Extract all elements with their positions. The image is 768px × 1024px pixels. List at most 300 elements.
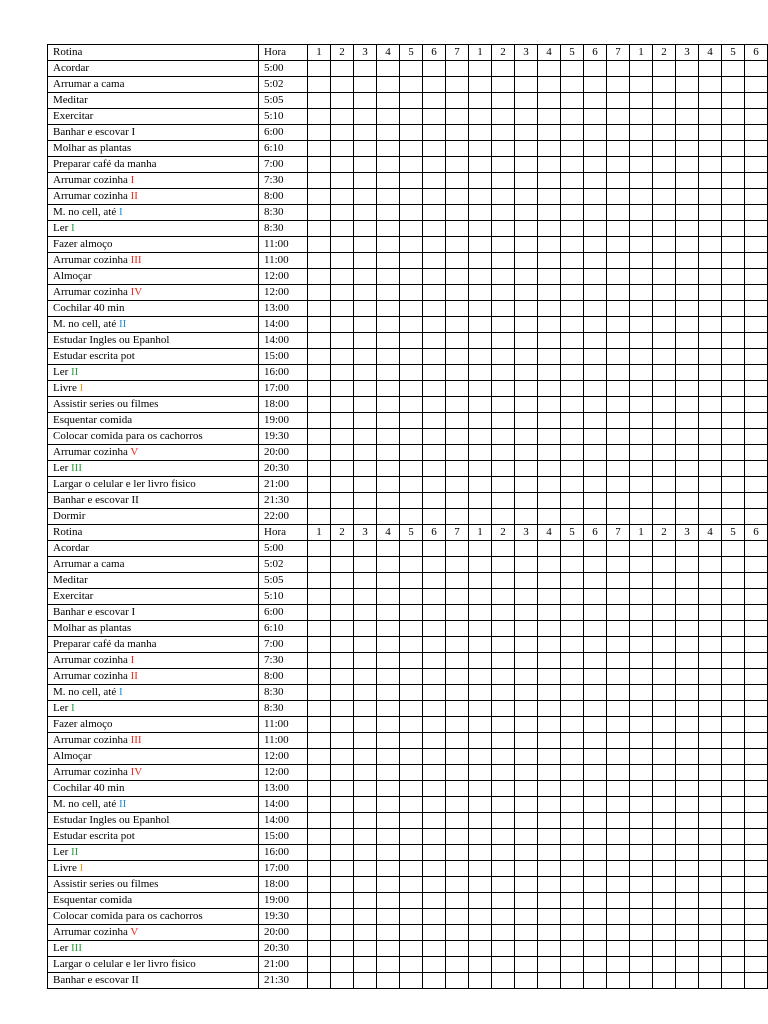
check-cell[interactable] xyxy=(423,381,446,397)
check-cell[interactable] xyxy=(745,701,768,717)
check-cell[interactable] xyxy=(722,781,745,797)
check-cell[interactable] xyxy=(308,397,331,413)
check-cell[interactable] xyxy=(538,781,561,797)
check-cell[interactable] xyxy=(331,973,354,989)
check-cell[interactable] xyxy=(331,557,354,573)
check-cell[interactable] xyxy=(699,349,722,365)
check-cell[interactable] xyxy=(630,813,653,829)
check-cell[interactable] xyxy=(584,173,607,189)
check-cell[interactable] xyxy=(722,349,745,365)
check-cell[interactable] xyxy=(538,669,561,685)
check-cell[interactable] xyxy=(607,349,630,365)
check-cell[interactable] xyxy=(331,589,354,605)
check-cell[interactable] xyxy=(446,749,469,765)
check-cell[interactable] xyxy=(469,941,492,957)
check-cell[interactable] xyxy=(561,141,584,157)
check-cell[interactable] xyxy=(630,349,653,365)
check-cell[interactable] xyxy=(492,749,515,765)
check-cell[interactable] xyxy=(653,301,676,317)
check-cell[interactable] xyxy=(308,653,331,669)
check-cell[interactable] xyxy=(377,61,400,77)
check-cell[interactable] xyxy=(630,237,653,253)
check-cell[interactable] xyxy=(561,493,584,509)
check-cell[interactable] xyxy=(538,861,561,877)
check-cell[interactable] xyxy=(699,621,722,637)
check-cell[interactable] xyxy=(653,893,676,909)
check-cell[interactable] xyxy=(676,445,699,461)
check-cell[interactable] xyxy=(400,141,423,157)
check-cell[interactable] xyxy=(538,429,561,445)
check-cell[interactable] xyxy=(446,109,469,125)
check-cell[interactable] xyxy=(377,333,400,349)
check-cell[interactable] xyxy=(538,157,561,173)
check-cell[interactable] xyxy=(561,301,584,317)
check-cell[interactable] xyxy=(653,333,676,349)
check-cell[interactable] xyxy=(308,365,331,381)
check-cell[interactable] xyxy=(469,477,492,493)
check-cell[interactable] xyxy=(630,733,653,749)
check-cell[interactable] xyxy=(607,845,630,861)
check-cell[interactable] xyxy=(699,477,722,493)
check-cell[interactable] xyxy=(423,493,446,509)
check-cell[interactable] xyxy=(653,765,676,781)
check-cell[interactable] xyxy=(308,845,331,861)
check-cell[interactable] xyxy=(515,141,538,157)
check-cell[interactable] xyxy=(745,573,768,589)
check-cell[interactable] xyxy=(446,909,469,925)
check-cell[interactable] xyxy=(515,77,538,93)
check-cell[interactable] xyxy=(377,701,400,717)
check-cell[interactable] xyxy=(515,61,538,77)
check-cell[interactable] xyxy=(446,493,469,509)
check-cell[interactable] xyxy=(354,685,377,701)
check-cell[interactable] xyxy=(653,365,676,381)
check-cell[interactable] xyxy=(400,413,423,429)
check-cell[interactable] xyxy=(561,349,584,365)
check-cell[interactable] xyxy=(538,285,561,301)
check-cell[interactable] xyxy=(653,701,676,717)
check-cell[interactable] xyxy=(584,701,607,717)
check-cell[interactable] xyxy=(331,461,354,477)
check-cell[interactable] xyxy=(423,125,446,141)
check-cell[interactable] xyxy=(722,573,745,589)
check-cell[interactable] xyxy=(538,333,561,349)
check-cell[interactable] xyxy=(492,77,515,93)
check-cell[interactable] xyxy=(584,669,607,685)
check-cell[interactable] xyxy=(676,541,699,557)
check-cell[interactable] xyxy=(745,669,768,685)
check-cell[interactable] xyxy=(699,93,722,109)
check-cell[interactable] xyxy=(423,445,446,461)
check-cell[interactable] xyxy=(446,237,469,253)
check-cell[interactable] xyxy=(653,749,676,765)
check-cell[interactable] xyxy=(515,733,538,749)
check-cell[interactable] xyxy=(400,685,423,701)
check-cell[interactable] xyxy=(446,445,469,461)
check-cell[interactable] xyxy=(745,301,768,317)
check-cell[interactable] xyxy=(630,221,653,237)
check-cell[interactable] xyxy=(515,861,538,877)
check-cell[interactable] xyxy=(492,541,515,557)
check-cell[interactable] xyxy=(377,765,400,781)
check-cell[interactable] xyxy=(400,365,423,381)
check-cell[interactable] xyxy=(423,717,446,733)
check-cell[interactable] xyxy=(469,205,492,221)
check-cell[interactable] xyxy=(400,157,423,173)
check-cell[interactable] xyxy=(423,909,446,925)
check-cell[interactable] xyxy=(423,173,446,189)
check-cell[interactable] xyxy=(653,829,676,845)
check-cell[interactable] xyxy=(676,653,699,669)
check-cell[interactable] xyxy=(745,445,768,461)
check-cell[interactable] xyxy=(331,573,354,589)
check-cell[interactable] xyxy=(630,701,653,717)
check-cell[interactable] xyxy=(400,925,423,941)
check-cell[interactable] xyxy=(630,653,653,669)
check-cell[interactable] xyxy=(331,541,354,557)
check-cell[interactable] xyxy=(561,77,584,93)
check-cell[interactable] xyxy=(653,653,676,669)
check-cell[interactable] xyxy=(423,317,446,333)
check-cell[interactable] xyxy=(377,653,400,669)
check-cell[interactable] xyxy=(722,861,745,877)
check-cell[interactable] xyxy=(584,77,607,93)
check-cell[interactable] xyxy=(653,493,676,509)
check-cell[interactable] xyxy=(653,141,676,157)
check-cell[interactable] xyxy=(377,925,400,941)
check-cell[interactable] xyxy=(607,557,630,573)
check-cell[interactable] xyxy=(630,445,653,461)
check-cell[interactable] xyxy=(331,893,354,909)
check-cell[interactable] xyxy=(515,701,538,717)
check-cell[interactable] xyxy=(377,189,400,205)
check-cell[interactable] xyxy=(561,173,584,189)
check-cell[interactable] xyxy=(308,877,331,893)
check-cell[interactable] xyxy=(331,93,354,109)
check-cell[interactable] xyxy=(538,461,561,477)
check-cell[interactable] xyxy=(515,269,538,285)
check-cell[interactable] xyxy=(423,301,446,317)
check-cell[interactable] xyxy=(561,701,584,717)
check-cell[interactable] xyxy=(584,157,607,173)
check-cell[interactable] xyxy=(699,317,722,333)
check-cell[interactable] xyxy=(446,781,469,797)
check-cell[interactable] xyxy=(699,189,722,205)
check-cell[interactable] xyxy=(331,269,354,285)
check-cell[interactable] xyxy=(308,61,331,77)
check-cell[interactable] xyxy=(722,813,745,829)
check-cell[interactable] xyxy=(538,829,561,845)
check-cell[interactable] xyxy=(400,621,423,637)
check-cell[interactable] xyxy=(722,237,745,253)
check-cell[interactable] xyxy=(354,493,377,509)
check-cell[interactable] xyxy=(446,509,469,525)
check-cell[interactable] xyxy=(469,621,492,637)
check-cell[interactable] xyxy=(607,877,630,893)
check-cell[interactable] xyxy=(653,285,676,301)
check-cell[interactable] xyxy=(331,333,354,349)
check-cell[interactable] xyxy=(745,765,768,781)
check-cell[interactable] xyxy=(377,605,400,621)
check-cell[interactable] xyxy=(676,765,699,781)
check-cell[interactable] xyxy=(538,733,561,749)
check-cell[interactable] xyxy=(584,653,607,669)
check-cell[interactable] xyxy=(722,589,745,605)
check-cell[interactable] xyxy=(699,973,722,989)
check-cell[interactable] xyxy=(331,77,354,93)
check-cell[interactable] xyxy=(699,957,722,973)
check-cell[interactable] xyxy=(423,221,446,237)
check-cell[interactable] xyxy=(331,749,354,765)
check-cell[interactable] xyxy=(423,253,446,269)
check-cell[interactable] xyxy=(423,941,446,957)
check-cell[interactable] xyxy=(400,461,423,477)
check-cell[interactable] xyxy=(745,189,768,205)
check-cell[interactable] xyxy=(423,541,446,557)
check-cell[interactable] xyxy=(308,893,331,909)
check-cell[interactable] xyxy=(354,157,377,173)
check-cell[interactable] xyxy=(653,669,676,685)
check-cell[interactable] xyxy=(515,781,538,797)
check-cell[interactable] xyxy=(308,333,331,349)
check-cell[interactable] xyxy=(653,637,676,653)
check-cell[interactable] xyxy=(469,925,492,941)
check-cell[interactable] xyxy=(400,253,423,269)
check-cell[interactable] xyxy=(308,125,331,141)
check-cell[interactable] xyxy=(331,125,354,141)
check-cell[interactable] xyxy=(607,797,630,813)
check-cell[interactable] xyxy=(331,237,354,253)
check-cell[interactable] xyxy=(699,685,722,701)
check-cell[interactable] xyxy=(515,557,538,573)
check-cell[interactable] xyxy=(354,317,377,333)
check-cell[interactable] xyxy=(722,205,745,221)
check-cell[interactable] xyxy=(400,445,423,461)
check-cell[interactable] xyxy=(354,413,377,429)
check-cell[interactable] xyxy=(331,397,354,413)
check-cell[interactable] xyxy=(745,317,768,333)
check-cell[interactable] xyxy=(423,61,446,77)
check-cell[interactable] xyxy=(400,909,423,925)
check-cell[interactable] xyxy=(630,397,653,413)
check-cell[interactable] xyxy=(492,237,515,253)
check-cell[interactable] xyxy=(446,813,469,829)
check-cell[interactable] xyxy=(584,717,607,733)
check-cell[interactable] xyxy=(446,573,469,589)
check-cell[interactable] xyxy=(584,637,607,653)
check-cell[interactable] xyxy=(446,301,469,317)
check-cell[interactable] xyxy=(607,61,630,77)
check-cell[interactable] xyxy=(423,189,446,205)
check-cell[interactable] xyxy=(446,157,469,173)
check-cell[interactable] xyxy=(722,925,745,941)
check-cell[interactable] xyxy=(561,189,584,205)
check-cell[interactable] xyxy=(515,253,538,269)
check-cell[interactable] xyxy=(699,701,722,717)
check-cell[interactable] xyxy=(561,909,584,925)
check-cell[interactable] xyxy=(607,333,630,349)
check-cell[interactable] xyxy=(515,285,538,301)
check-cell[interactable] xyxy=(584,429,607,445)
check-cell[interactable] xyxy=(745,173,768,189)
check-cell[interactable] xyxy=(492,717,515,733)
check-cell[interactable] xyxy=(538,749,561,765)
check-cell[interactable] xyxy=(469,109,492,125)
check-cell[interactable] xyxy=(331,317,354,333)
check-cell[interactable] xyxy=(331,157,354,173)
check-cell[interactable] xyxy=(492,141,515,157)
check-cell[interactable] xyxy=(400,749,423,765)
check-cell[interactable] xyxy=(584,589,607,605)
check-cell[interactable] xyxy=(745,429,768,445)
check-cell[interactable] xyxy=(584,285,607,301)
check-cell[interactable] xyxy=(630,493,653,509)
check-cell[interactable] xyxy=(354,93,377,109)
check-cell[interactable] xyxy=(331,717,354,733)
check-cell[interactable] xyxy=(745,557,768,573)
check-cell[interactable] xyxy=(308,701,331,717)
check-cell[interactable] xyxy=(561,109,584,125)
check-cell[interactable] xyxy=(676,589,699,605)
check-cell[interactable] xyxy=(561,685,584,701)
check-cell[interactable] xyxy=(722,445,745,461)
check-cell[interactable] xyxy=(722,749,745,765)
check-cell[interactable] xyxy=(630,605,653,621)
check-cell[interactable] xyxy=(469,381,492,397)
check-cell[interactable] xyxy=(515,237,538,253)
check-cell[interactable] xyxy=(561,365,584,381)
check-cell[interactable] xyxy=(676,733,699,749)
check-cell[interactable] xyxy=(469,637,492,653)
check-cell[interactable] xyxy=(653,461,676,477)
check-cell[interactable] xyxy=(377,349,400,365)
check-cell[interactable] xyxy=(331,205,354,221)
check-cell[interactable] xyxy=(469,429,492,445)
check-cell[interactable] xyxy=(308,493,331,509)
check-cell[interactable] xyxy=(423,845,446,861)
check-cell[interactable] xyxy=(745,61,768,77)
check-cell[interactable] xyxy=(538,605,561,621)
check-cell[interactable] xyxy=(354,797,377,813)
check-cell[interactable] xyxy=(538,701,561,717)
check-cell[interactable] xyxy=(676,621,699,637)
check-cell[interactable] xyxy=(699,109,722,125)
check-cell[interactable] xyxy=(538,125,561,141)
check-cell[interactable] xyxy=(400,237,423,253)
check-cell[interactable] xyxy=(653,397,676,413)
check-cell[interactable] xyxy=(676,909,699,925)
check-cell[interactable] xyxy=(354,909,377,925)
check-cell[interactable] xyxy=(423,397,446,413)
check-cell[interactable] xyxy=(308,797,331,813)
check-cell[interactable] xyxy=(492,349,515,365)
check-cell[interactable] xyxy=(354,173,377,189)
check-cell[interactable] xyxy=(676,93,699,109)
check-cell[interactable] xyxy=(354,77,377,93)
check-cell[interactable] xyxy=(561,973,584,989)
check-cell[interactable] xyxy=(653,109,676,125)
check-cell[interactable] xyxy=(676,877,699,893)
check-cell[interactable] xyxy=(377,845,400,861)
check-cell[interactable] xyxy=(492,509,515,525)
check-cell[interactable] xyxy=(699,237,722,253)
check-cell[interactable] xyxy=(538,317,561,333)
check-cell[interactable] xyxy=(630,285,653,301)
check-cell[interactable] xyxy=(722,733,745,749)
check-cell[interactable] xyxy=(699,125,722,141)
check-cell[interactable] xyxy=(699,269,722,285)
check-cell[interactable] xyxy=(538,269,561,285)
check-cell[interactable] xyxy=(492,813,515,829)
check-cell[interactable] xyxy=(354,733,377,749)
check-cell[interactable] xyxy=(676,237,699,253)
check-cell[interactable] xyxy=(538,541,561,557)
check-cell[interactable] xyxy=(469,829,492,845)
check-cell[interactable] xyxy=(745,365,768,381)
check-cell[interactable] xyxy=(584,301,607,317)
check-cell[interactable] xyxy=(515,93,538,109)
check-cell[interactable] xyxy=(423,285,446,301)
check-cell[interactable] xyxy=(331,797,354,813)
check-cell[interactable] xyxy=(745,781,768,797)
check-cell[interactable] xyxy=(354,333,377,349)
check-cell[interactable] xyxy=(308,109,331,125)
check-cell[interactable] xyxy=(561,813,584,829)
check-cell[interactable] xyxy=(699,797,722,813)
check-cell[interactable] xyxy=(538,349,561,365)
check-cell[interactable] xyxy=(515,637,538,653)
check-cell[interactable] xyxy=(722,541,745,557)
check-cell[interactable] xyxy=(699,493,722,509)
check-cell[interactable] xyxy=(400,957,423,973)
check-cell[interactable] xyxy=(400,333,423,349)
check-cell[interactable] xyxy=(722,829,745,845)
check-cell[interactable] xyxy=(699,669,722,685)
check-cell[interactable] xyxy=(653,509,676,525)
check-cell[interactable] xyxy=(423,509,446,525)
check-cell[interactable] xyxy=(354,877,377,893)
check-cell[interactable] xyxy=(630,925,653,941)
check-cell[interactable] xyxy=(400,813,423,829)
check-cell[interactable] xyxy=(699,413,722,429)
check-cell[interactable] xyxy=(538,717,561,733)
check-cell[interactable] xyxy=(377,365,400,381)
check-cell[interactable] xyxy=(492,733,515,749)
check-cell[interactable] xyxy=(607,301,630,317)
check-cell[interactable] xyxy=(308,413,331,429)
check-cell[interactable] xyxy=(630,77,653,93)
check-cell[interactable] xyxy=(722,877,745,893)
check-cell[interactable] xyxy=(331,349,354,365)
check-cell[interactable] xyxy=(630,141,653,157)
check-cell[interactable] xyxy=(492,637,515,653)
check-cell[interactable] xyxy=(469,893,492,909)
check-cell[interactable] xyxy=(561,749,584,765)
check-cell[interactable] xyxy=(446,397,469,413)
check-cell[interactable] xyxy=(676,637,699,653)
check-cell[interactable] xyxy=(492,669,515,685)
check-cell[interactable] xyxy=(377,397,400,413)
check-cell[interactable] xyxy=(745,125,768,141)
check-cell[interactable] xyxy=(607,237,630,253)
check-cell[interactable] xyxy=(515,797,538,813)
check-cell[interactable] xyxy=(653,205,676,221)
check-cell[interactable] xyxy=(676,253,699,269)
check-cell[interactable] xyxy=(377,141,400,157)
check-cell[interactable] xyxy=(446,253,469,269)
check-cell[interactable] xyxy=(538,621,561,637)
check-cell[interactable] xyxy=(308,381,331,397)
